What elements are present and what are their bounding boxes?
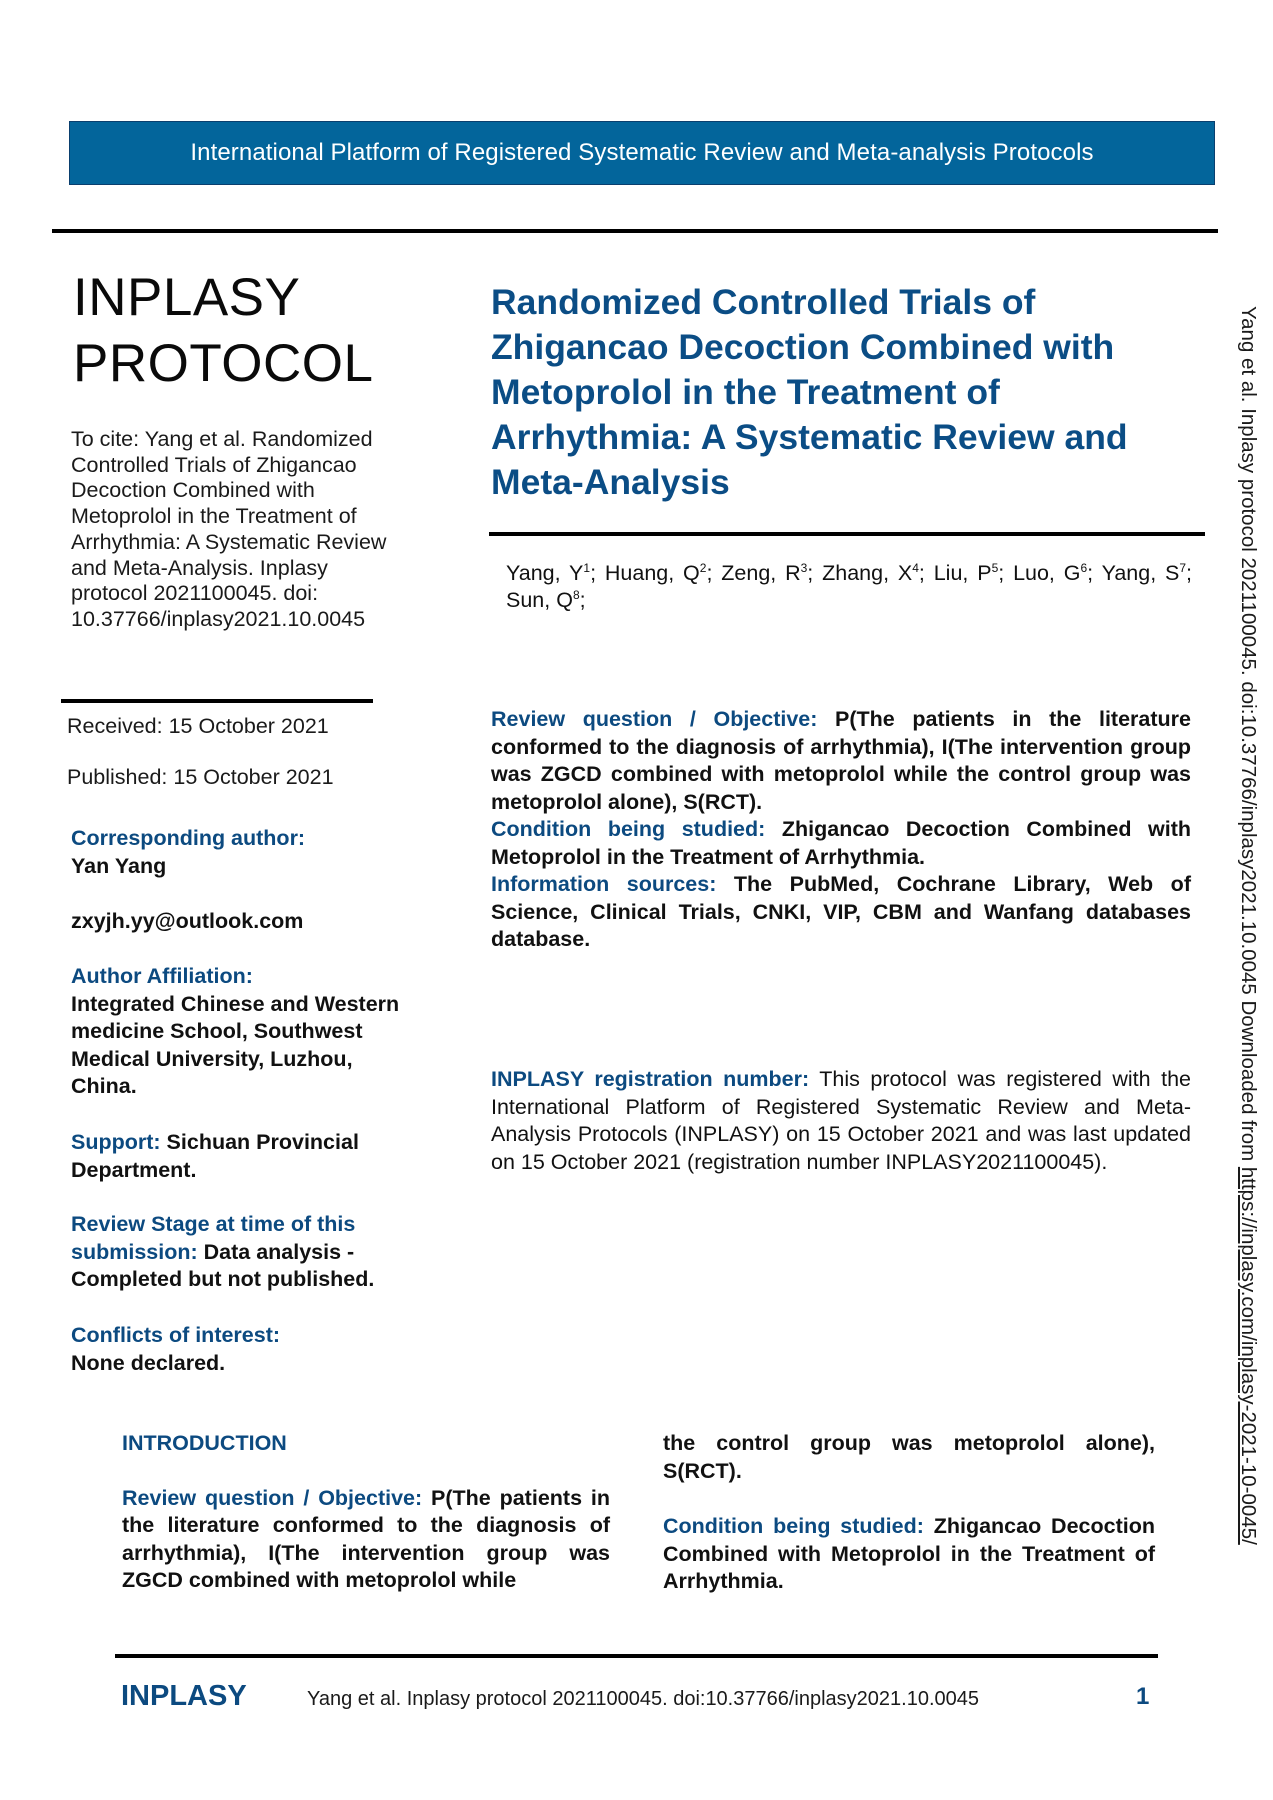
affiliation-label: Author Affiliation: (71, 964, 253, 988)
condition-label: Condition being studied: (491, 817, 766, 841)
summary-sources (491, 871, 1191, 954)
intro-objective-continued: the control group was metoprolol alone), S(RCT). (663, 1431, 1155, 1483)
brand-title (73, 265, 373, 397)
intro-condition-label: Condition being studied: (663, 1514, 924, 1538)
review-stage-value: Data analysis - Completed but not published. (71, 1239, 375, 1291)
registration-value: This protocol was registered with the International Platform of Registered Systematic Review and Meta-Analysis Protocols (INPLASY) on 15 October 2021 and was last updated on 15 October 2021 (registration number INPLASY2021100045). (491, 1067, 1191, 1174)
summary-block (491, 706, 1191, 954)
registration-block (491, 1066, 1191, 1176)
footer-brand: INPLASY (121, 1680, 247, 1712)
support-label: Support: (71, 1130, 161, 1154)
footer-citation: Yang et al. Inplasy protocol 2021100045. doi:10.37766/inplasy2021.10.0045 (307, 1688, 980, 1710)
author-list (506, 560, 1192, 614)
author-email[interactable]: zxyjh.yy@outlook.com (71, 909, 304, 933)
review-stage-label: Review Stage at time of this submission: (71, 1212, 356, 1264)
banner-text: International Platform of Registered Systematic Review and Meta-analysis Protocols (190, 139, 1094, 166)
title-divider (489, 532, 1205, 536)
intro-objective (122, 1485, 610, 1595)
introduction-left-column (122, 1430, 610, 1595)
author: Luo, $G^6$; (1013, 560, 1102, 585)
registration-label: INPLASY registration number: (491, 1067, 810, 1091)
sources-label: Information sources: (491, 872, 717, 896)
affiliation-value: Integrated Chinese and Western medicine School, Southwest Medical University, Luzhou, China. (71, 991, 400, 1098)
intro-condition (663, 1513, 1155, 1596)
author: Zeng, $R^3$; (721, 560, 823, 585)
support-value: Sichuan Provincial Department. (71, 1130, 359, 1182)
page-number: 1 (1136, 1683, 1150, 1710)
author: Yang, $S^7$; (1101, 560, 1193, 585)
side-note-text: Yang et al. Inplasy protocol 2021100045. doi:10.37766/inplasy2021.10.0045 Downloaded from (1237, 306, 1260, 1167)
author: Huang, $Q^2$; (604, 560, 722, 585)
citation-text: To cite: Yang et al. Randomized Controlled Trials of Zhigancao Decoction Combined with Metoprolol in the Treatment of Arrhythmia: A Systematic Review and Meta-Analysis. Inplasy protocol 2021100045. doi: 10.37766/inplasy2021.10.0045 (71, 427, 387, 631)
author: Liu, $P^5$; (933, 560, 1014, 585)
top-divider (52, 229, 1218, 233)
author: Zhang, $X^4$; (822, 560, 934, 585)
intro-objective-label: Review question / Objective: (122, 1485, 423, 1510)
author: Sun, $Q^8$; (506, 587, 586, 612)
author-affiliation (71, 963, 416, 1101)
brand-line-1: INPLASY (73, 268, 301, 327)
introduction-right-column (663, 1430, 1155, 1596)
dates-divider (61, 699, 373, 703)
summary-condition (491, 816, 1191, 871)
header-banner (69, 121, 1215, 185)
intro-objective-text: P(The patients in the literature conformed to the diagnosis of arrhythmia), I(The intervention group was ZGCD combined with metoprolol while (122, 1485, 610, 1592)
objective-label: Review question / Objective: (491, 707, 818, 731)
condition-value: Zhigancao Decoction Combined with Metoprolol in the Treatment of Arrhythmia. (491, 817, 1191, 869)
review-stage (71, 1211, 416, 1294)
corresponding-author-name: Yan Yang (71, 853, 167, 878)
footer-divider (115, 1654, 1158, 1658)
sources-value: The PubMed, Cochrane Library, Web of Science, Clinical Trials, CNKI, VIP, CBM and Wanfang databases database. (491, 872, 1191, 951)
article-title: Randomized Controlled Trials of Zhigancao Decoction Combined with Metoprolol in the Treatment of Arrhythmia: A Systematic Review and Meta-Analysis (491, 282, 1128, 502)
intro-condition-value: Zhigancao Decoction Combined with Metoprolol in the Treatment of Arrhythmia. (663, 1514, 1155, 1593)
download-link[interactable]: https://inplasy.com/inplasy-2021-10-0045/ (1237, 1166, 1260, 1545)
conflicts-of-interest (71, 1322, 416, 1377)
corresponding-author (71, 825, 416, 880)
conflicts-label: Conflicts of interest: (71, 1323, 281, 1347)
published-date: Published: 15 October 2021 (67, 765, 334, 789)
download-side-note (1236, 306, 1260, 1545)
introduction-heading: INTRODUCTION (122, 1431, 287, 1455)
support (71, 1129, 416, 1184)
corresponding-author-label: Corresponding author: (71, 826, 306, 850)
brand-line-2: PROTOCOL (73, 334, 374, 393)
conflicts-value: None declared. (71, 1350, 226, 1375)
summary-objective (491, 706, 1191, 816)
objective-value: P(The patients in the literature conformed to the diagnosis of arrhythmia), I(The intervention group was ZGCD combined with metoprolol while the control group was metoprolol alone), S(RCT). (491, 707, 1191, 814)
received-date: Received: 15 October 2021 (67, 714, 329, 738)
author: Yang, $Y^1$; (506, 560, 605, 585)
